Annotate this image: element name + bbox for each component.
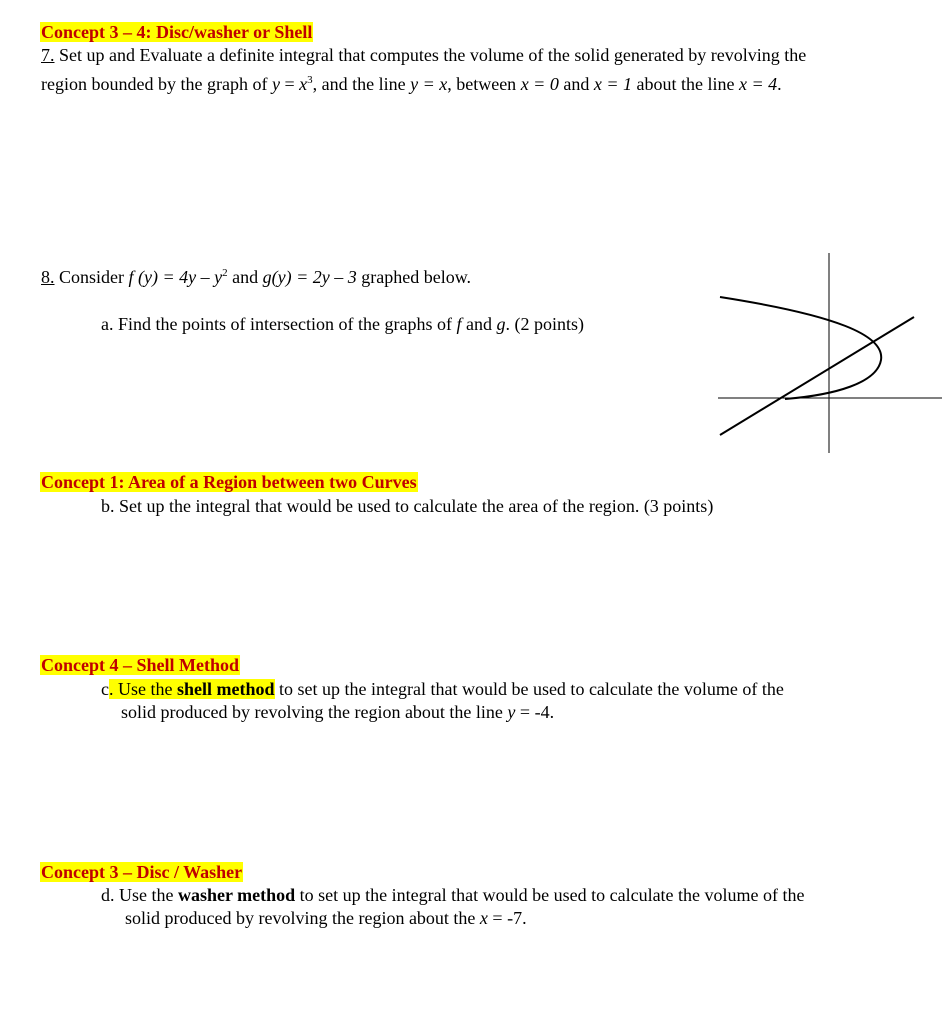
q7-eq2: y = x [410, 74, 448, 94]
q7-text-b: , and the line [312, 74, 411, 94]
q7-eq4: x = 1 [593, 74, 632, 94]
question-8d-line-1 [101, 884, 805, 906]
question-8d-line-2 [125, 907, 527, 929]
concept-heading-area-between-curves: Concept 1: Area of a Region between two Curves [41, 472, 417, 492]
q8d-line2-text: solid produced by revolving the region about the [125, 908, 480, 928]
q7-eq1-exponent: 3 [307, 74, 313, 86]
q8d-label: d. [101, 885, 115, 905]
q8c-bold-shell-method: shell method [176, 679, 275, 699]
question-8b: b. Set up the integral that would be used to calculate the area of the region. (3 points) [101, 496, 714, 516]
q8d-text-2: to set up the integral that would be used to calculate the volume of the [295, 885, 805, 905]
q7-eq5: x = 4 [738, 74, 778, 94]
q7-text-f: . [777, 74, 782, 94]
q7-eq1-mid: = [279, 74, 300, 94]
concept-heading-shell-method: Concept 4 – Shell Method [41, 655, 239, 675]
q8a-and: and [461, 314, 497, 334]
q8-f-exponent: 2 [222, 267, 228, 279]
question-8-number: 8. [41, 267, 55, 287]
q8-and: and [227, 267, 263, 287]
q8d-text-1: Use the [119, 885, 178, 905]
question-7-text-1: Set up and Evaluate a definite integral that computes the volume of the solid generated by revolving the [59, 45, 807, 65]
q8-f-expression: f (y) = 4y – y [128, 267, 223, 287]
question-7-line-1 [41, 44, 806, 66]
q7-eq3: x = 0 [520, 74, 559, 94]
q8-text-b: graphed below. [356, 267, 472, 287]
graph-line-g [720, 317, 914, 435]
q7-text-a: region bounded by the graph of [41, 74, 272, 94]
q7-eq1-base: x [299, 74, 308, 94]
question-8a [101, 313, 584, 335]
q8c-label: c [101, 679, 109, 699]
graph-curve-f [720, 297, 881, 399]
q8d-variable: x [479, 908, 488, 928]
q8d-line2-end: = -7. [487, 908, 527, 928]
q8a-text-2: . (2 points) [505, 314, 584, 334]
q7-eq1-lhs: y [271, 74, 280, 94]
concept-heading-disc-washer-shell: Concept 3 – 4: Disc/washer or Shell [41, 22, 313, 42]
q8a-g: g [496, 314, 506, 334]
question-7-line-2 [41, 69, 782, 95]
q8c-text-2: to set up the integral that would be used to calculate the volume of the [274, 679, 784, 699]
q8-g-expression: g(y) = 2y – 3 [262, 267, 357, 287]
q8a-f: f [456, 314, 462, 334]
q8c-line2-end: = -4. [515, 702, 555, 722]
q8a-label: a. [101, 314, 114, 334]
q8a-text-1: Find the points of intersection of the graphs of [118, 314, 457, 334]
question-8c-line-1 [101, 678, 784, 700]
q8c-line2-text: solid produced by revolving the region about the line [121, 702, 508, 722]
q7-text-c: , between [447, 74, 521, 94]
question-7-number: 7. [41, 45, 55, 65]
question-8-line [41, 262, 471, 288]
q8c-variable: y [507, 702, 516, 722]
q7-text-d: and [558, 74, 594, 94]
concept-heading-disc-washer: Concept 3 – Disc / Washer [41, 862, 243, 882]
q7-text-e: about the line [631, 74, 739, 94]
q8-text-a: Consider [54, 267, 129, 287]
q8d-bold-washer-method: washer method [177, 885, 296, 905]
question-8c-line-2 [121, 701, 554, 723]
q8c-text-1: . Use the [109, 679, 177, 699]
graph-f-and-g [715, 245, 945, 465]
q8c-highlighted-text [109, 679, 275, 699]
